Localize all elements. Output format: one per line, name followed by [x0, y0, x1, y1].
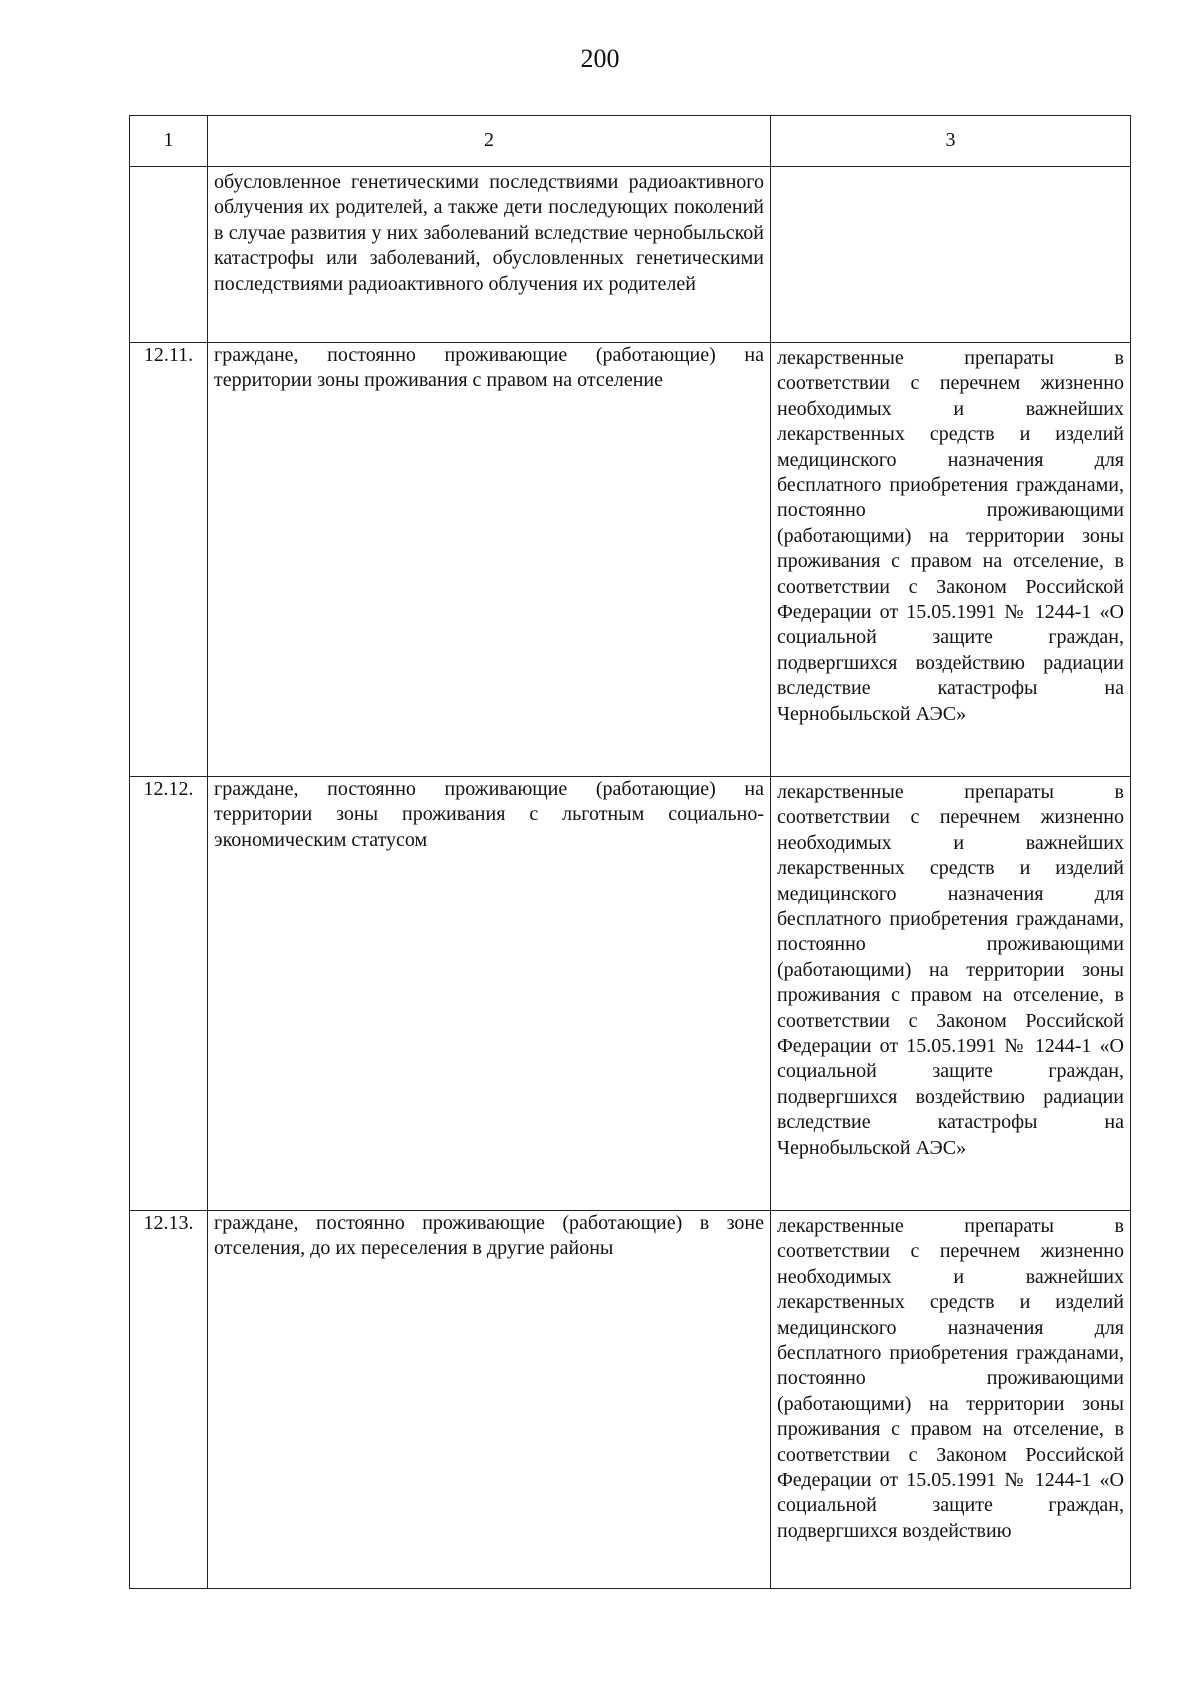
header-cell-2: 2 [208, 116, 771, 167]
row-number-cell: 12.12. [130, 777, 208, 1211]
benefit-cell [771, 343, 1131, 777]
benefits-table [129, 115, 1131, 1589]
table-row [130, 167, 1131, 343]
benefit-text: лекарственные препараты в соответствии с перечнем жизненно необходимых и важнейших лекарственных средств и изделий медицинского назначения для бесплатного приобретения гражданами, постоянно проживающими (работающими) на территории зоны проживания с правом на отселение, в соответствии с Законом Российской Федерации от 15.05.1991 № 1244-1 «О социальной защите граждан, подвергшихся воздействию радиации вследствие катастрофы на Чернобыльской АЭС» [777, 781, 1124, 1159]
header-cell-1: 1 [130, 116, 208, 167]
row-number-cell: 12.11. [130, 343, 208, 777]
benefit-text: лекарственные препараты в соответствии с перечнем жизненно необходимых и важнейших лекарственных средств и изделий медицинского назначения для бесплатного приобретения гражданами, постоянно проживающими (работающими) на территории зоны проживания с правом на отселение, в соответствии с Законом Российской Федерации от 15.05.1991 № 1244-1 «О социальной защите граждан, подвергшихся воздействию радиации вследствие катастрофы на Чернобыльской АЭС» [777, 347, 1124, 725]
table-row [130, 1211, 1131, 1589]
row-number-cell: 12.13. [130, 1211, 208, 1589]
benefit-text: лекарственные препараты в соответствии с перечнем жизненно необходимых и важнейших лекарственных средств и изделий медицинского назначения для бесплатного приобретения гражданами, постоянно проживающими (работающими) на территории зоны проживания с правом на отселение, в соответствии с Законом Российской Федерации от 15.05.1991 № 1244-1 «О социальной защите граждан, подвергшихся воздействию [777, 1215, 1124, 1542]
category-cell [208, 777, 771, 1211]
category-cell [208, 167, 771, 343]
category-text: граждане, постоянно проживающие (работающие) на территории зоны проживания с льготным социально-экономическим статусом [214, 778, 764, 851]
row-number-cell [130, 167, 208, 343]
benefit-cell [771, 777, 1131, 1211]
table-row [130, 343, 1131, 777]
category-text: граждане, постоянно проживающие (работающие) в зоне отселения, до их переселения в другие районы [214, 1212, 764, 1260]
page-number: 200 [580, 44, 620, 73]
category-cell [208, 343, 771, 777]
category-text: обусловленное генетическими последствиями радиоактивного облучения их родителей, а также дети последующих поколений в случае развития у них заболеваний вследствие чернобыльской катастрофы или заболеваний, обусловленных генетическими последствиями радиоактивного облучения их родителей [214, 171, 764, 295]
benefit-cell [771, 167, 1131, 343]
category-cell [208, 1211, 771, 1589]
benefit-cell [771, 1211, 1131, 1589]
table-row [130, 777, 1131, 1211]
table-header-row [130, 116, 1131, 167]
category-text: граждане, постоянно проживающие (работающие) на территории зоны проживания с правом на отселение [214, 344, 764, 392]
header-cell-3: 3 [771, 116, 1131, 167]
